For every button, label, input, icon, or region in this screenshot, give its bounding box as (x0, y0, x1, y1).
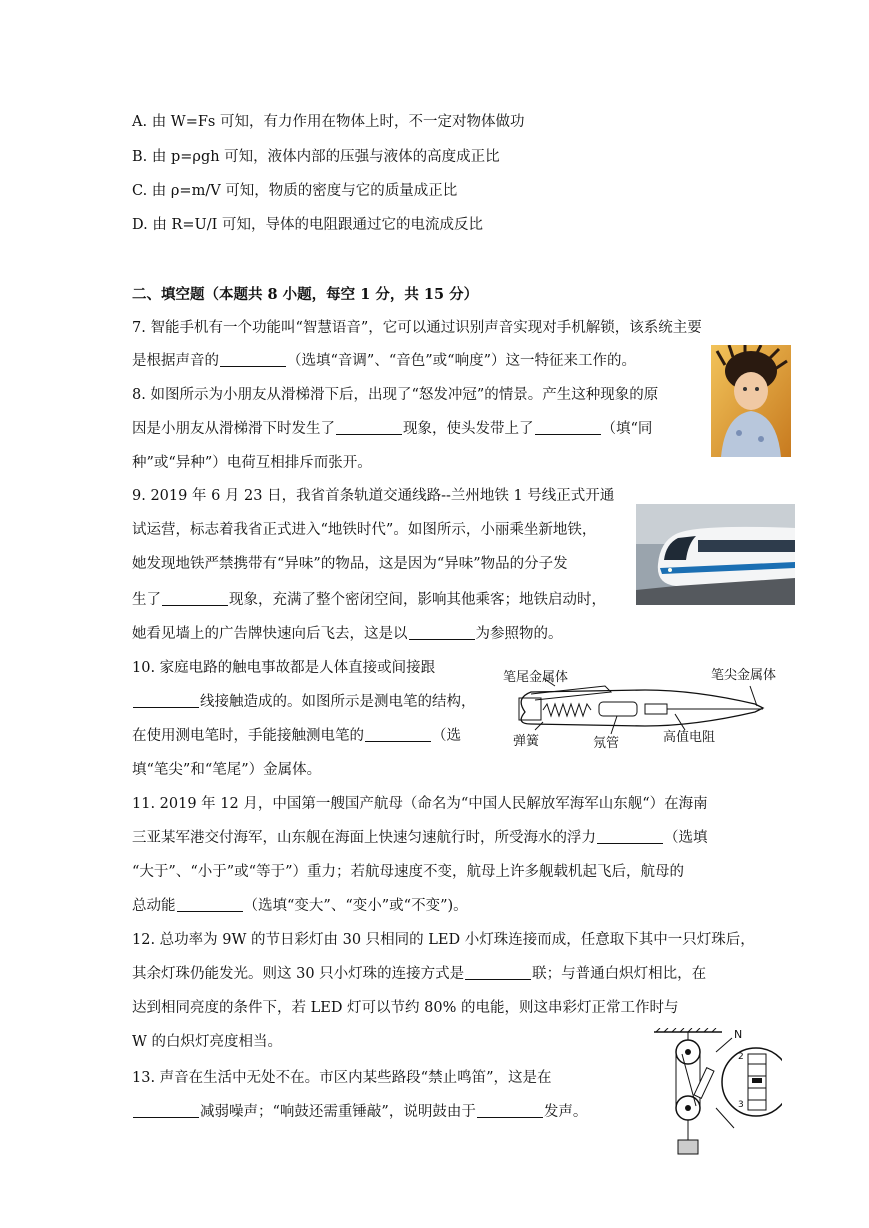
q8-line-1: 8. 如图所示为小朋友从滑梯滑下后，出现了“怒发冲冠”的情景。产生这种现象的原 (132, 387, 659, 403)
test-pen-diagram (495, 662, 795, 752)
q7-line-2: 是根据声音的 （选填“音调”、“音色”或“响度”）这一特征来工作的。 (132, 353, 636, 369)
label-tip-metal: 笔尖金属体 (711, 668, 777, 683)
q11-line-3: “大于”、“小于”或“等于”）重力；若航母速度不变，航母上许多舰载机起飞后，航母的 (132, 864, 684, 880)
q13-blank-1[interactable] (133, 1103, 199, 1118)
q10-line-2: 线接触造成的。如图所示是测电笔的结构， (132, 692, 476, 712)
q11-line-1: 11. 2019 年 12 月，中国第一艘国产航母（命名为“中国人民解放军海军山东舰“）在海南 (132, 796, 708, 812)
q8-line-2: 因是小朋友从滑梯滑下时发生了 现象，使头发带上了 （填“同 (132, 421, 653, 437)
scale-tick-3: 3 (738, 1100, 744, 1110)
q7-blank[interactable] (220, 352, 286, 367)
scale-n-label: N (734, 1028, 743, 1041)
q12-line-3: 达到相同亮度的条件下，若 LED 灯可以节约 80% 的电能，则这串彩灯正常工作时与 (132, 1000, 679, 1016)
q8-line-3: 种”或“异种”）电荷互相排斥而张开。 (132, 455, 372, 471)
q9-line-3: 她发现地铁严禁携带有“异味”的物品，这是因为“异味”物品的分子发 (132, 556, 568, 572)
q9-line-4: 生了 现象，充满了整个密闭空间，影响其他乘客；地铁启动时， (132, 592, 606, 608)
option-d: D. 由 R=U/I 可知，导体的电阻跟通过它的电流成反比 (132, 217, 483, 233)
q10-line-3: 在使用测电笔时，手能接触测电笔的 （选 (132, 728, 461, 744)
q13-line-2: 减弱噪声；“响鼓还需重锤敲”，说明鼓由于 发声。 (132, 1102, 587, 1122)
q8-blank-2[interactable] (535, 420, 601, 435)
label-neon-tube: 氖管 (593, 736, 620, 751)
q12-line-2: 其余灯珠仍能发光。则这 30 只小灯珠的连接方式是 联；与普通白炽灯相比，在 (132, 966, 707, 982)
q9-line-2: 试运营，标志着我省正式进入“地铁时代”。如图所示，小丽乘坐新地铁， (132, 522, 597, 538)
q9-blank-2[interactable] (409, 625, 475, 640)
q12-line-4: W 的白炽灯亮度相当。 (132, 1034, 283, 1050)
label-resistor: 高值电阻 (663, 730, 716, 745)
q9-line-1: 9. 2019 年 6 月 23 日，我省首条轨道交通线路--兰州地铁 1 号线正式开通 (132, 488, 615, 504)
q11-line-4: 总动能 （选填“变大”、“变小”或“不变”)。 (132, 898, 468, 914)
q11-blank-1[interactable] (597, 829, 663, 844)
q11-blank-2[interactable] (177, 897, 243, 912)
q9-line-5: 她看见墙上的广告牌快速向后飞去，这是以 为参照物的。 (132, 626, 563, 642)
q10-blank-2[interactable] (365, 727, 431, 742)
scale-tick-2: 2 (738, 1052, 744, 1062)
q10-blank-1[interactable] (133, 693, 199, 708)
q11-line-2: 三亚某军港交付海军，山东舰在海面上快速匀速航行时，所受海水的浮力 （选填 (132, 830, 708, 846)
q10-line-4: 填“笔尖”和“笔尾”）金属体。 (132, 762, 322, 778)
option-a: A. 由 W=Fs 可知，有力作用在物体上时，不一定对物体做功 (132, 114, 525, 130)
q7-line-1: 7. 智能手机有一个功能叫“智慧语音”，它可以通过识别声音实现对手机解锁，该系统主要 (132, 320, 702, 336)
label-tail-metal: 笔尾金属体 (503, 670, 569, 685)
q13-line-1: 13. 声音在生活中无处不在。市区内某些路段“禁止鸣笛”，这是在 (132, 1070, 552, 1086)
q13-blank-2[interactable] (477, 1103, 543, 1118)
q8-blank-1[interactable] (336, 420, 402, 435)
pulley-scale-diagram (652, 1028, 782, 1158)
section-title: 二、填空题（本题共 8 小题，每空 1 分，共 15 分） (132, 286, 479, 303)
option-b: B. 由 p=ρgh 可知，液体内部的压强与液体的高度成正比 (132, 149, 500, 165)
q12-blank-1[interactable] (465, 965, 531, 980)
subway-train-photo (636, 504, 795, 605)
label-spring: 弹簧 (513, 734, 540, 749)
child-hair-photo (711, 345, 791, 457)
q12-line-1: 12. 总功率为 9W 的节日彩灯由 30 只相同的 LED 小灯珠连接而成，任意取下其中一只灯珠后， (132, 932, 755, 948)
q10-line-1: 10. 家庭电路的触电事故都是人体直接或间接跟 (132, 660, 436, 676)
q9-blank-1[interactable] (162, 591, 228, 606)
option-c: C. 由 ρ=m/V 可知，物质的密度与它的质量成正比 (132, 183, 458, 199)
